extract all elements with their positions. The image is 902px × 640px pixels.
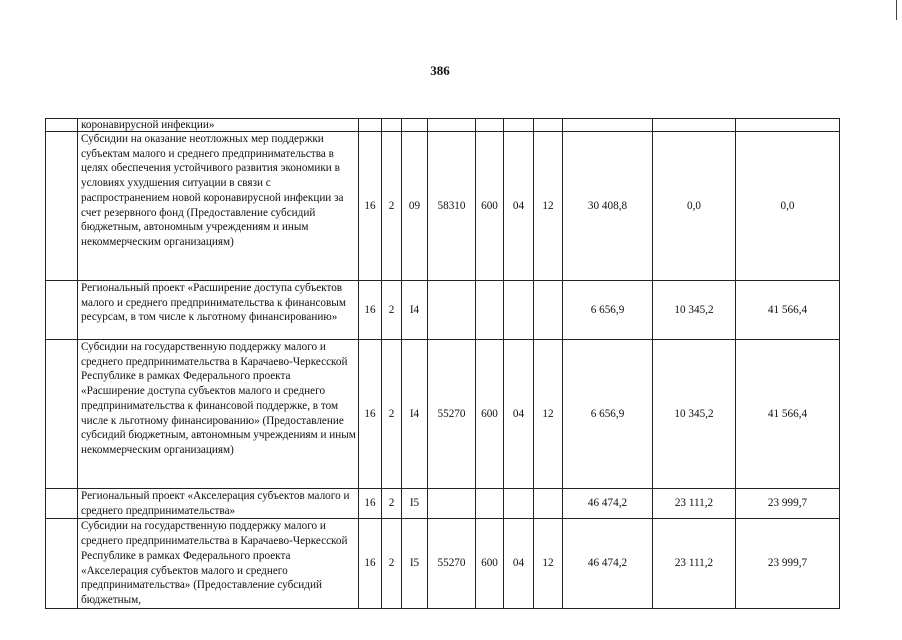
table-cell-code: 16 <box>359 132 382 281</box>
table-cell-code <box>476 281 504 340</box>
page-number: 386 <box>430 63 450 78</box>
table-cell-code <box>359 119 382 132</box>
table-cell-description: Субсидии на государственную поддержку малого и среднего предпринимательства в Карачаево-Черкесской Республике в рамках Федерального проекта «Расширение доступа субъектов малого и среднего предпринимательства к финансовой поддержке, в том числе к льготному финансированию» (Предоставление субсидий бюджетным, автономным учреждениям и иным некоммерческим организациям) <box>78 340 359 489</box>
table-cell-code: I4 <box>402 340 428 489</box>
table-cell-code: 2 <box>382 340 402 489</box>
table-cell-amount: 46 474,2 <box>563 519 653 608</box>
table-cell-amount: 23 999,7 <box>736 489 840 519</box>
table-cell-code: 04 <box>504 340 534 489</box>
table-row <box>46 519 840 608</box>
table-cell-amount: 30 408,8 <box>563 132 653 281</box>
table-cell-code: I4 <box>402 281 428 340</box>
table-cell-amount: 23 111,2 <box>653 489 736 519</box>
table-cell-code: 16 <box>359 519 382 608</box>
table-cell-amount <box>653 119 736 132</box>
table-cell-index <box>46 119 78 132</box>
table-cell-code: 600 <box>476 132 504 281</box>
table-cell-code <box>504 489 534 519</box>
table-cell-code <box>428 119 476 132</box>
table-row <box>46 132 840 281</box>
table-cell-description: Субсидии на оказание неотложных мер поддержки субъектам малого и среднего предпринимательства в целях обеспечения устойчивого развития экономики в условиях ухудшения ситуации в связи с распространением новой коронавирусной инфекции за счет резервного фонд (Предоставление субсидий бюджетным, автономным учреждениям и иным некоммерческим организациям) <box>78 132 359 281</box>
table-cell-amount: 6 656,9 <box>563 340 653 489</box>
table-cell-code <box>476 119 504 132</box>
table-row <box>46 281 840 340</box>
table-cell-description: коронавирусной инфекции» <box>78 119 359 132</box>
table-cell-code: 58310 <box>428 132 476 281</box>
table-cell-amount: 10 345,2 <box>653 281 736 340</box>
table-cell-amount: 23 999,7 <box>736 519 840 608</box>
table-cell-description: Субсидии на государственную поддержку малого и среднего предпринимательства в Карачаево-Черкесской Республике в рамках Федерального проекта «Акселерация субъектов малого и среднего предпринимательства» (Предоставление субсидий бюджетным, <box>78 519 359 608</box>
table-cell-code <box>402 119 428 132</box>
table-cell-description: Региональный проект «Акселерация субъектов малого и среднего предпринимательства» <box>78 489 359 519</box>
table-cell-code: 2 <box>382 281 402 340</box>
table-cell-index <box>46 132 78 281</box>
table-cell-code <box>382 119 402 132</box>
table-cell-code <box>534 281 563 340</box>
table-cell-index <box>46 489 78 519</box>
table-cell-index <box>46 519 78 608</box>
table-cell-code <box>428 281 476 340</box>
table-cell-code: 16 <box>359 281 382 340</box>
table-cell-code: 12 <box>534 340 563 489</box>
table-cell-code <box>504 119 534 132</box>
table-cell-code <box>534 119 563 132</box>
table-cell-code: 2 <box>382 489 402 519</box>
table-row <box>46 489 840 519</box>
table-cell-amount: 41 566,4 <box>736 340 840 489</box>
table-cell-code: 600 <box>476 519 504 608</box>
table-cell-amount: 23 111,2 <box>653 519 736 608</box>
table-cell-code: 55270 <box>428 519 476 608</box>
table-cell-code: 2 <box>382 132 402 281</box>
table-cell-amount <box>563 119 653 132</box>
table-cell-code: 55270 <box>428 340 476 489</box>
table-cell-amount: 46 474,2 <box>563 489 653 519</box>
table-cell-code: I5 <box>402 519 428 608</box>
table-cell-code: 12 <box>534 519 563 608</box>
table-cell-code <box>476 489 504 519</box>
table-cell-code: 09 <box>402 132 428 281</box>
table-cell-amount: 10 345,2 <box>653 340 736 489</box>
table-cell-code: 2 <box>382 519 402 608</box>
table-cell-code: 12 <box>534 132 563 281</box>
table-cell-amount: 0,0 <box>736 132 840 281</box>
table-cell-code: 04 <box>504 132 534 281</box>
table-cell-amount: 41 566,4 <box>736 281 840 340</box>
table-cell-code: 600 <box>476 340 504 489</box>
table-cell-code: I5 <box>402 489 428 519</box>
table-cell-code <box>534 489 563 519</box>
table-cell-code: 16 <box>359 489 382 519</box>
table-cell-code: 04 <box>504 519 534 608</box>
table-cell-index <box>46 340 78 489</box>
page-edge-mark <box>896 0 897 20</box>
table-cell-code <box>428 489 476 519</box>
table-row <box>46 119 840 132</box>
table-cell-amount <box>736 119 840 132</box>
budget-table <box>45 118 840 609</box>
table-cell-code: 16 <box>359 340 382 489</box>
table-cell-amount: 0,0 <box>653 132 736 281</box>
table-row <box>46 340 840 489</box>
table-cell-index <box>46 281 78 340</box>
table-cell-code <box>504 281 534 340</box>
table-cell-description: Региональный проект «Расширение доступа субъектов малого и среднего предпринимательства к финансовым ресурсам, в том числе к льготному финансированию» <box>78 281 359 340</box>
table-cell-amount: 6 656,9 <box>563 281 653 340</box>
